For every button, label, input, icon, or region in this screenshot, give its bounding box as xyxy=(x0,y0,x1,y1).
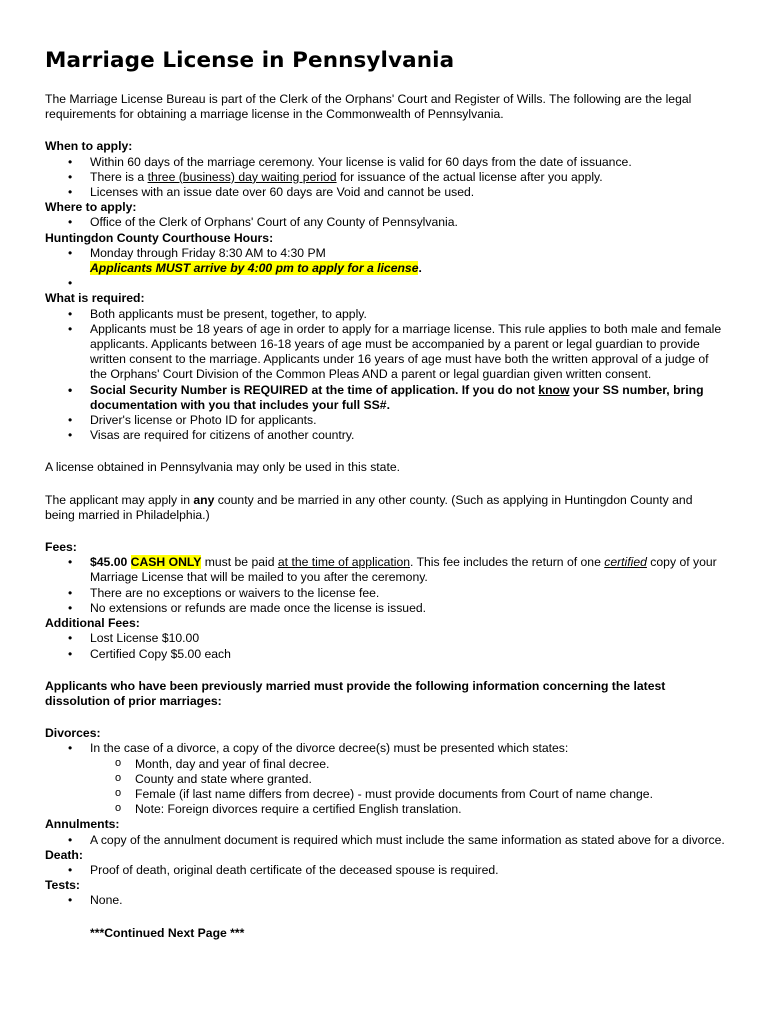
list-item: • Applicants must be 18 years of age in order to apply for a marriage license. This rule applies to both male and female applicants. Applicants between 16-18 years of age must be accompanied by a parent or legal guardian to provide written consent to the marriage. Applicants under 16 years of age must have both the written approval of a judge of the Orphans' Court Division of the Common Pleas AND a parent or legal guardian given written consent. xyxy=(45,322,725,383)
list-item: • Driver's license or Photo ID for applicants. xyxy=(45,413,725,428)
text-segment: Social Security Number is REQUIRED at the time of application. If you do not xyxy=(90,382,539,397)
text-segment: The applicant may apply in xyxy=(45,492,194,507)
when-heading: When to apply: xyxy=(45,139,133,154)
empty-list-item xyxy=(45,276,725,291)
fee-amount: $45.00 xyxy=(90,555,128,570)
sub-list-item: o Female (if last name differs from decree) - must provide documents from Court of name change. xyxy=(45,787,725,802)
sub-list-item: o County and state where granted. xyxy=(45,772,725,787)
spacer xyxy=(45,122,725,139)
document-page xyxy=(45,48,725,941)
list-item: • There are no exceptions or waivers to the license fee. xyxy=(45,586,725,601)
list-item: • Lost License $10.00 xyxy=(45,631,725,646)
text-segment: for issuance of the actual license after you apply. xyxy=(336,169,603,184)
sub-list-item: o Note: Foreign divorces require a certified English translation. xyxy=(45,802,725,817)
when-list xyxy=(45,155,725,201)
waiting-period-text: three (business) day waiting period xyxy=(147,169,337,184)
required-list xyxy=(45,307,725,444)
list-item: • Within 60 days of the marriage ceremony. Your license is valid for 60 days from the date of issuance. xyxy=(45,155,725,170)
cash-only-text: CASH ONLY xyxy=(130,555,202,570)
list-item xyxy=(45,246,725,276)
text-segment: . xyxy=(418,261,422,276)
page-title: Marriage License in Pennsylvania xyxy=(45,48,455,73)
text-segment: any xyxy=(193,492,215,507)
list-item: • None. xyxy=(45,893,725,908)
annulments-heading: Annulments: xyxy=(45,817,120,832)
fees-heading: Fees: xyxy=(45,540,77,555)
required-heading: What is required: xyxy=(45,291,145,306)
hours-list xyxy=(45,246,725,292)
fees-list xyxy=(45,555,725,616)
divorces-list xyxy=(45,741,725,756)
divorces-heading: Divorces: xyxy=(45,726,101,741)
list-item: • Visas are required for citizens of another country. xyxy=(45,428,725,443)
tests-list xyxy=(45,893,725,908)
certified-text: certified xyxy=(604,555,647,570)
death-heading: Death: xyxy=(45,847,83,862)
list-item: • Both applicants must be present, together, to apply. xyxy=(45,307,725,322)
additional-fees-list xyxy=(45,631,725,661)
spacer xyxy=(45,523,725,540)
divorce-sublist xyxy=(45,757,725,818)
spacer xyxy=(45,443,725,460)
continued-note: ***Continued Next Page *** xyxy=(90,925,245,940)
text-segment: copy of your Marriage License that will be mailed to you after the ceremony. xyxy=(90,555,717,585)
state-note: A license obtained in Pennsylvania may only be used in this state. xyxy=(45,460,401,475)
list-item: • In the case of a divorce, a copy of the divorce decree(s) must be presented which states: xyxy=(45,741,725,756)
list-item: • No extensions or refunds are made once the license is issued. xyxy=(45,601,725,616)
prior-marriage-heading: Applicants who have been previously married must provide the following information concerning the latest dissolution of prior marriages: xyxy=(45,678,666,708)
list-item: • Licenses with an issue date over 60 days are Void and cannot be used. xyxy=(45,185,725,200)
intro-paragraph: The Marriage License Bureau is part of the Clerk of the Orphans' Court and Register of Wills. The following are the legal requirements for obtaining a marriage license in the Commonwealth of Pennsylvania. xyxy=(45,92,692,122)
list-item xyxy=(45,383,725,413)
spacer xyxy=(45,662,725,679)
spacer xyxy=(45,476,725,493)
annulments-list xyxy=(45,833,725,848)
tests-heading: Tests: xyxy=(45,878,80,893)
county-note xyxy=(45,493,725,523)
additional-fees-heading: Additional Fees: xyxy=(45,616,140,631)
list-item: • Certified Copy $5.00 each xyxy=(45,647,725,662)
list-item: • A copy of the annulment document is required which must include the same information as stated above for a divorce. xyxy=(45,833,725,848)
text-segment: must be paid xyxy=(201,555,278,570)
where-heading: Where to apply: xyxy=(45,200,137,215)
arrival-notice: Applicants MUST arrive by 4:00 pm to apply for a license xyxy=(90,261,419,276)
know-text: know xyxy=(538,382,570,397)
time-of-application-text: at the time of application xyxy=(277,555,411,570)
list-item: • Proof of death, original death certificate of the deceased spouse is required. xyxy=(45,863,725,878)
sub-list-item: o Month, day and year of final decree. xyxy=(45,757,725,772)
hours-heading: Huntingdon County Courthouse Hours: xyxy=(45,230,274,245)
spacer xyxy=(45,909,725,926)
death-list xyxy=(45,863,725,878)
text-segment: county and be married in any other county. (Such as applying in Huntingdon County and being married in Philadelphia.) xyxy=(45,492,693,522)
hours-text: Monday through Friday 8:30 AM to 4:30 PM xyxy=(90,245,326,260)
spacer xyxy=(45,709,725,726)
list-item xyxy=(45,170,725,185)
where-list xyxy=(45,215,725,230)
text-segment: There is a xyxy=(90,169,148,184)
list-item: • Office of the Clerk of Orphans' Court of any County of Pennsylvania. xyxy=(45,215,725,230)
text-segment: . This fee includes the return of one xyxy=(410,555,605,570)
text-segment: your SS number, bring documentation with you that includes your full SS#. xyxy=(90,382,704,412)
list-item xyxy=(45,555,725,585)
